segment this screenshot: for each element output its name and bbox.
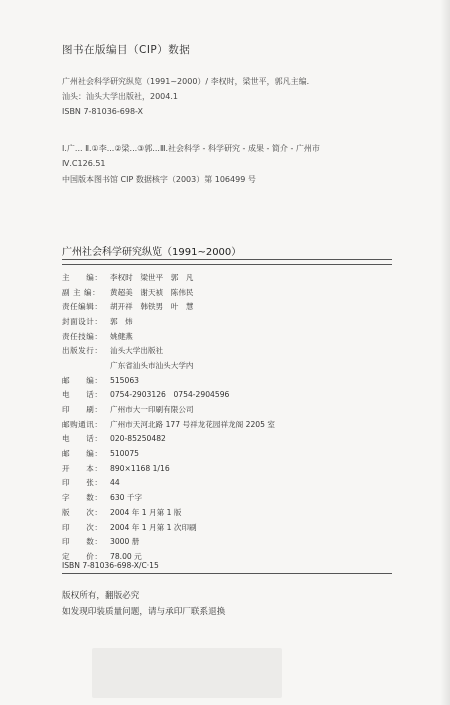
credit-value: 黄超美 谢天祯 陈伟民 (110, 287, 194, 297)
credit-value: 020-85250482 (110, 434, 166, 444)
credit-value: 44 (110, 478, 120, 488)
credit-value: 胡开祥 韩铁男 叶 慧 (110, 302, 194, 312)
credit-value: 890×1168 1/16 (110, 463, 170, 473)
credit-label: 印 次： (62, 522, 103, 532)
credit-row (62, 490, 392, 505)
credit-label: 字 数： (62, 493, 103, 503)
cip-line: ISBN 7-81036-698-X (62, 107, 144, 116)
credits-list (62, 270, 392, 564)
credit-row (62, 417, 392, 432)
credit-value: 李权时 梁世平 郭 凡 (110, 272, 194, 282)
credit-value: 0754-2903126 0754-2904596 (110, 390, 230, 400)
rights-line: 版权所有，翻版必究 (62, 591, 140, 601)
credit-row (62, 388, 392, 403)
credit-row (62, 343, 392, 358)
credit-row (62, 520, 392, 535)
credit-label: 印 数： (62, 537, 103, 547)
credit-value: 515063 (110, 375, 139, 385)
credit-value: 广东省汕头市汕头大学内 (110, 360, 194, 370)
scan-smudge (92, 648, 282, 698)
credit-label: 责任技编： (62, 331, 103, 341)
credit-row (62, 476, 392, 491)
credit-label: 封面设计： (62, 316, 103, 326)
credit-value: 汕头大学出版社 (110, 346, 164, 356)
credit-label: 电 话： (62, 390, 103, 400)
credit-row (62, 432, 392, 447)
cip-subjects (62, 141, 320, 171)
credit-value: 广州市大一印刷有限公司 (110, 405, 194, 415)
isbn-line: ISBN 7-81036-698-X/C·15 (62, 561, 159, 570)
credit-value: 3000 册 (110, 537, 140, 547)
credit-label: 版 次： (62, 507, 103, 517)
credit-row (62, 505, 392, 520)
credit-value: 510075 (110, 449, 139, 459)
credit-row (62, 329, 392, 344)
credit-row (62, 446, 392, 461)
credit-row (62, 270, 392, 285)
credit-value: 广州市天河北路 177 号祥龙花园祥龙阁 2205 室 (110, 419, 275, 429)
credit-label: 主 编： (62, 272, 103, 282)
credit-row (62, 314, 392, 329)
credit-label: 副 主 编： (62, 287, 101, 297)
rights-line: 如发现印装质量问题，请与承印厂联系退换 (62, 607, 226, 617)
cip-number: 中国版本图书馆 CIP 数据核字（2003）第 106499 号 (62, 175, 256, 184)
cip-line: 汕头：汕头大学出版社，2004.1 (62, 92, 178, 101)
cip-subject-line: Ⅰ.广... Ⅱ.①李...②梁...③郭...Ⅲ.社会科学 - 科学研究 - 成果 - 简介 - 广州市 (62, 144, 320, 153)
page-edge-shadow (440, 0, 450, 705)
credit-row (62, 299, 392, 314)
divider (62, 264, 392, 265)
credit-label: 出版发行： (62, 346, 103, 356)
cip-record (62, 74, 315, 119)
cip-heading: 图书在版编目（CIP）数据 (62, 44, 191, 56)
credit-label: 责任编辑： (62, 302, 103, 312)
credit-value: 78.00 元 (110, 551, 142, 561)
cip-subject-line: Ⅳ.C126.51 (62, 159, 106, 168)
cip-line: 广州社会科学研究纵览（1991~2000）/ 李权时，梁世平，郭凡主编． (62, 77, 315, 86)
credit-row (62, 534, 392, 549)
credit-value: 姚健燕 (110, 331, 133, 341)
rights-notice (62, 588, 225, 620)
credit-row (62, 285, 392, 300)
credit-row (62, 358, 392, 373)
credit-label: 邮 编： (62, 375, 103, 385)
book-title: 广州社会科学研究纵览（1991~2000） (62, 247, 242, 258)
credit-row (62, 402, 392, 417)
credit-value: 630 千字 (110, 493, 143, 503)
credit-label: 电 话： (62, 434, 103, 444)
divider (62, 573, 392, 574)
credit-row (62, 373, 392, 388)
credit-label: 开 本： (62, 463, 103, 473)
credit-value: 2004 年 1 月第 1 版 (110, 507, 182, 517)
credit-label: 定 价： (62, 551, 103, 561)
credit-label: 邮 编： (62, 449, 103, 459)
credit-value: 郭 炜 (110, 316, 133, 326)
credit-label: 印 刷： (62, 405, 103, 415)
credit-label: 邮购通讯： (62, 419, 103, 429)
credit-row (62, 461, 392, 476)
credit-value: 2004 年 1 月第 1 次印刷 (110, 522, 197, 532)
divider (62, 259, 392, 260)
credit-label: 印 张： (62, 478, 103, 488)
